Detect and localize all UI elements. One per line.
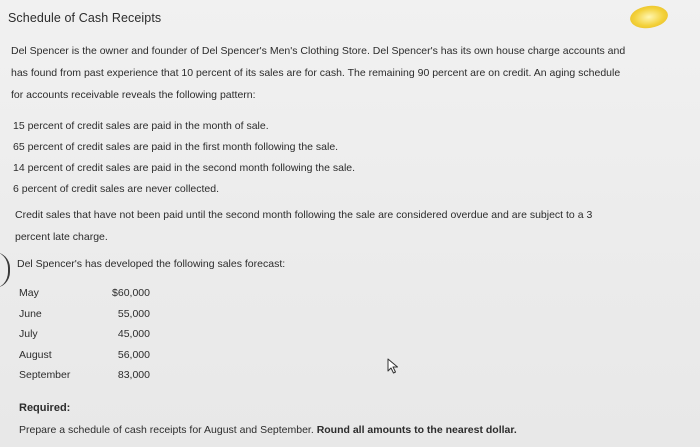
- pattern-line: 6 percent of credit sales are never collected.: [13, 183, 220, 195]
- forecast-amount: 56,000: [117, 348, 150, 361]
- pattern-line: 15 percent of credit sales are paid in the month of sale.: [13, 120, 269, 132]
- forecast-month: June: [19, 307, 42, 320]
- forecast-month: July: [19, 328, 38, 341]
- forecast-amount: 83,000: [117, 369, 150, 382]
- forecast-amount: 45,000: [117, 328, 150, 341]
- highlighter-mark-icon: [629, 3, 670, 30]
- late-charge-paragraph: [15, 204, 592, 248]
- collection-pattern-list: [13, 116, 355, 200]
- mouse-pointer-icon: [387, 358, 401, 374]
- forecast-amount: $60,000: [112, 287, 150, 299]
- forecast-month: September: [19, 369, 71, 382]
- forecast-row: [19, 345, 159, 366]
- forecast-intro: Del Spencer's has developed the following sales forecast:: [17, 258, 286, 270]
- forecast-row: [19, 324, 159, 345]
- intro-line: has found from past experience that 10 percent of its sales are for cash. The remaining 90 percent are on credit. An aging schedule: [11, 67, 621, 79]
- required-heading: Required:: [19, 402, 71, 414]
- forecast-month: May: [19, 287, 39, 299]
- sales-forecast-table: [19, 283, 159, 386]
- instruction-emphasis: Round all amounts to the nearest dollar.: [316, 424, 517, 436]
- margin-bracket: [0, 252, 10, 288]
- intro-paragraph: [11, 40, 700, 106]
- pattern-line: 65 percent of credit sales are paid in the first month following the sale.: [13, 141, 339, 153]
- forecast-row: [19, 304, 159, 325]
- intro-line: Del Spencer is the owner and founder of Del Spencer's Men's Clothing Store. Del Spencer's has its own house charge accounts and: [11, 45, 626, 57]
- late-charge-line: Credit sales that have not been paid until the second month following the sale are considered overdue and are subject to a 3: [15, 209, 593, 221]
- pattern-line: 14 percent of credit sales are paid in the second month following the sale.: [13, 162, 356, 174]
- page-title: Schedule of Cash Receipts: [8, 11, 162, 25]
- intro-line: for accounts receivable reveals the following pattern:: [11, 89, 256, 101]
- forecast-row: [19, 365, 159, 386]
- required-instruction: [19, 424, 517, 436]
- forecast-row: [19, 283, 159, 304]
- late-charge-line: percent late charge.: [15, 231, 108, 243]
- instruction-text: Prepare a schedule of cash receipts for August and September.: [19, 424, 314, 436]
- forecast-month: August: [19, 348, 52, 361]
- forecast-amount: 55,000: [117, 307, 150, 320]
